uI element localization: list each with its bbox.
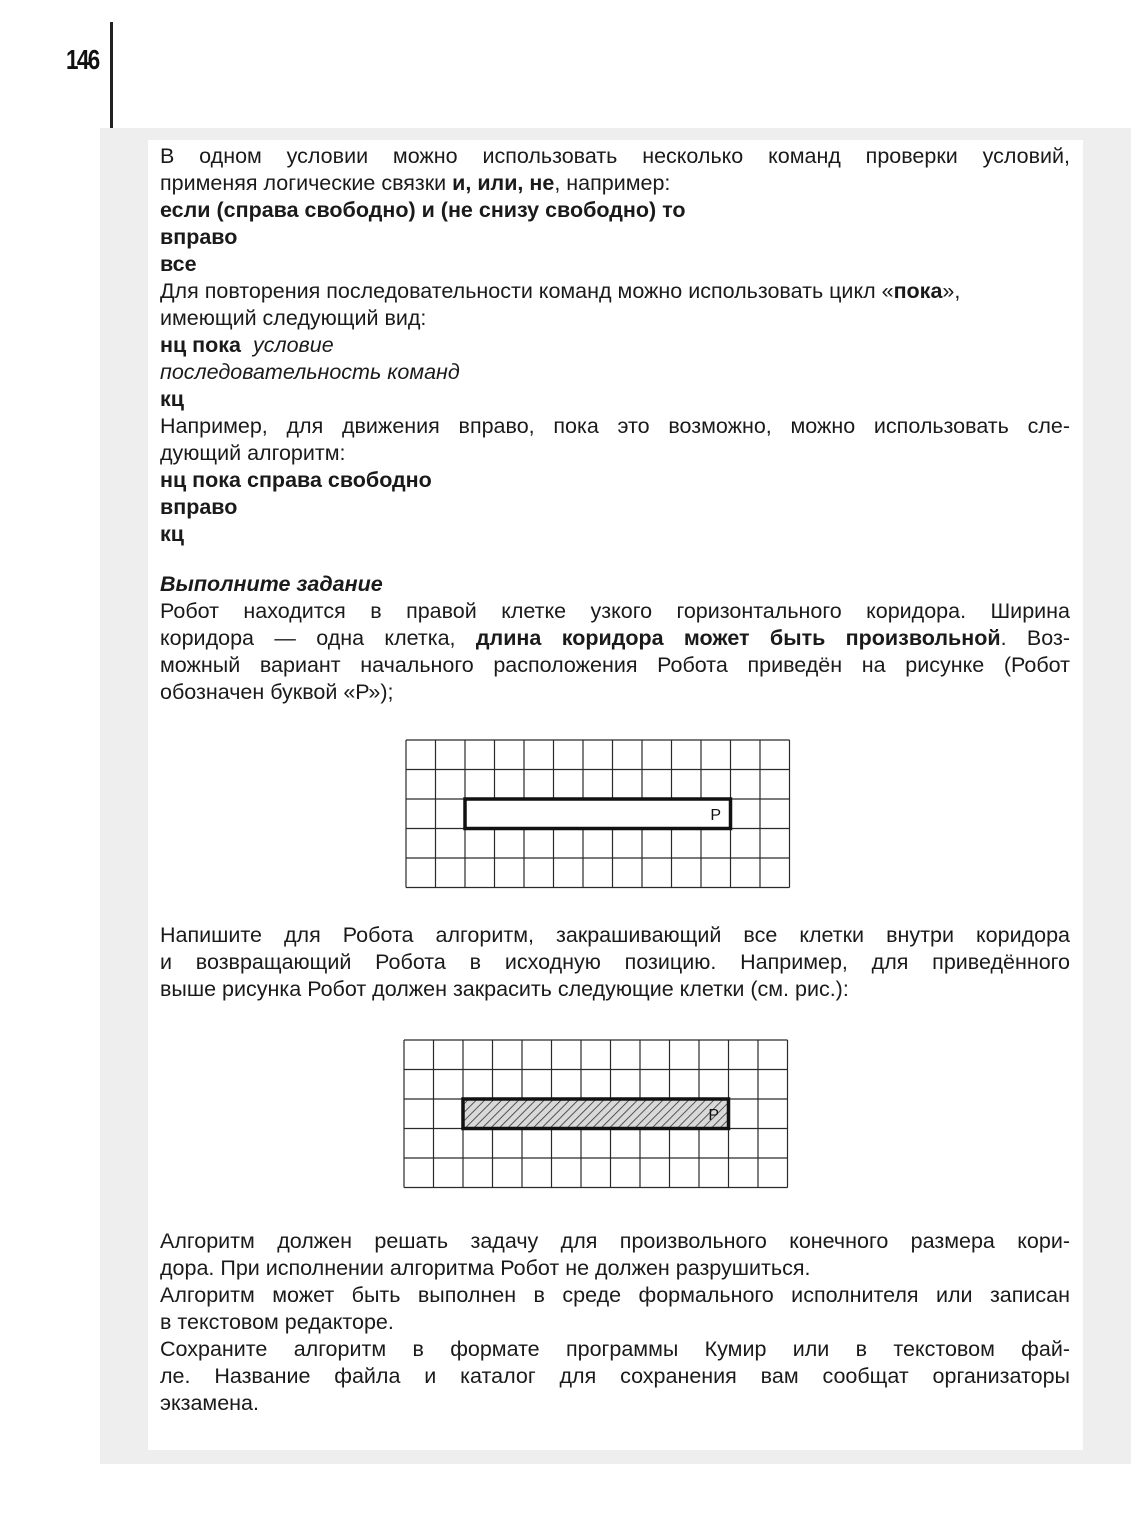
code-line: нц пока справа свободно <box>160 468 432 492</box>
paragraph-line: В одном условии можно использовать несколько команд проверки условий, <box>160 144 1070 168</box>
code-line: последовательность команд <box>160 360 460 384</box>
paragraph-line: Сохраните алгоритм в формате программы Кумир или в текстовом фай- <box>160 1337 1070 1361</box>
paragraph-line: Напишите для Робота алгоритм, закрашивающий все клетки внутри коридора <box>160 923 1070 947</box>
paragraph-line: дующий алгоритм: <box>160 441 346 465</box>
code-line: если (справа свободно) и (не снизу свободно) то <box>160 198 686 222</box>
task-heading: Выполните задание <box>160 572 383 596</box>
robot-marker: Р <box>708 1106 720 1124</box>
robot-painted-figure <box>402 1038 792 1192</box>
task-paragraph-3 <box>160 1228 1070 1417</box>
paragraph-line: обозначен буквой «Р»); <box>160 680 394 704</box>
paragraph-line: дора. При исполнении алгоритма Робот не должен разрушиться. <box>160 1256 811 1280</box>
corridor-interior <box>465 799 731 829</box>
code-line: вправо <box>160 225 238 249</box>
page-number: 146 <box>66 44 99 75</box>
paragraph-line: Алгоритм должен решать задачу для произвольного конечного размера кори- <box>160 1229 1070 1253</box>
task-block <box>160 571 1070 706</box>
section-intro <box>160 143 1070 548</box>
paragraph-line: ле. Название файла и каталог для сохранения вам сообщат организаторы <box>160 1364 1070 1388</box>
paragraph-line: коридора — одна клетка, длина коридора может быть произвольной. Воз- <box>160 626 1070 650</box>
code-line: нц пока условие <box>160 333 334 357</box>
paragraph-line: и возвращающий Робота в исходную позицию. Например, для приведённого <box>160 950 1070 974</box>
paragraph-line: выше рисунка Робот должен закрасить следующие клетки (см. рис.): <box>160 977 849 1001</box>
paragraph-line: имеющий следующий вид: <box>160 306 427 330</box>
robot-start-figure <box>404 738 794 892</box>
code-line: кц <box>160 522 184 546</box>
paragraph-line: Например, для движения вправо, пока это возможно, можно использовать сле- <box>160 414 1070 438</box>
paragraph-line: в текстовом редакторе. <box>160 1310 394 1334</box>
paragraph-line: применяя логические связки и, или, не, например: <box>160 171 671 195</box>
paragraph-line: можный вариант начального расположения Робота приведён на рисунке (Робот <box>160 653 1070 677</box>
paragraph-line: Робот находится в правой клетке узкого горизонтального коридора. Ширина <box>160 599 1070 623</box>
paragraph-line: Для повторения последовательности команд можно использовать цикл «пока», <box>160 279 961 303</box>
code-line: все <box>160 252 197 276</box>
paragraph-line: экзамена. <box>160 1391 259 1415</box>
code-line: кц <box>160 387 184 411</box>
page-number-rule <box>110 22 113 128</box>
robot-marker: Р <box>710 806 722 824</box>
code-line: вправо <box>160 495 238 519</box>
task-paragraph-2 <box>160 922 1070 1003</box>
painted-cells <box>463 1099 729 1129</box>
paragraph-line: Алгоритм может быть выполнен в среде формального исполнителя или записан <box>160 1283 1070 1307</box>
